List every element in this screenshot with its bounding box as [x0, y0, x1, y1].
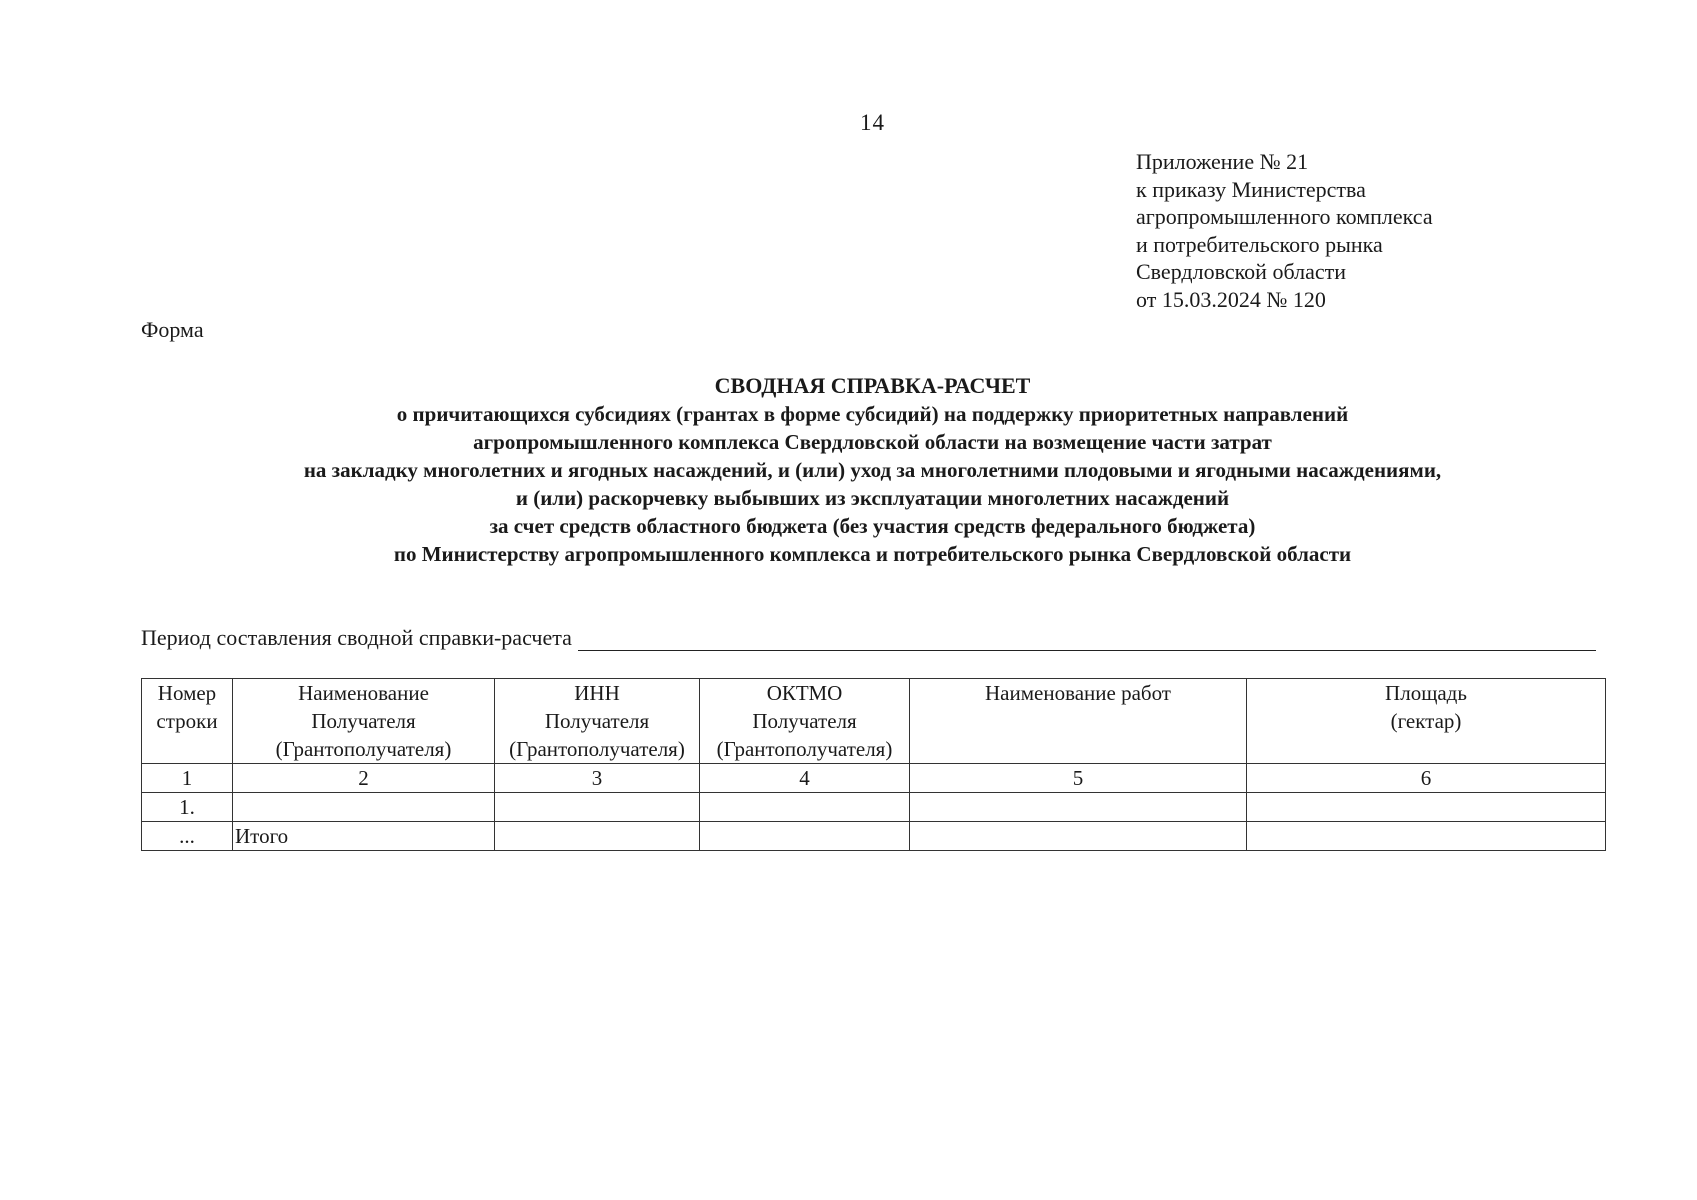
total-label-cell: Итого — [233, 822, 495, 851]
form-label: Форма — [141, 317, 204, 342]
table-cell: 3 — [495, 764, 700, 793]
table-cell[interactable] — [1247, 793, 1606, 822]
title-line: по Министерству агропромышленного комплекса и потребительского рынка Свердловской области — [393, 542, 1352, 566]
table-cell: 2 — [233, 764, 495, 793]
header-oktmo — [700, 679, 910, 764]
period-blank-line[interactable] — [578, 632, 1596, 651]
appendix-line: от 15.03.2024 № 120 — [1136, 286, 1326, 312]
table-cell[interactable] — [1247, 822, 1606, 851]
header-text: Наименование — [298, 681, 429, 705]
header-inn — [495, 679, 700, 764]
header-row-number — [142, 679, 233, 764]
header-text: (гектар) — [1390, 709, 1462, 733]
document-title — [0, 372, 1697, 568]
table-cell[interactable] — [910, 822, 1247, 851]
table-cell[interactable] — [233, 793, 495, 822]
title-line: агропромышленного комплекса Свердловской области на возмещение части затрат — [473, 430, 1272, 454]
header-area — [1247, 679, 1606, 764]
appendix-line: Свердловской области — [1136, 259, 1346, 284]
header-text: Площадь — [1385, 681, 1467, 705]
header-text: Номер — [157, 681, 217, 705]
header-text: Получателя — [311, 709, 416, 733]
table-cell: 5 — [910, 764, 1247, 793]
header-text: строки — [156, 709, 218, 733]
title-line: на закладку многолетних и ягодных насаждений, и (или) уход за многолетними плодовыми и ягодными насаждениями, — [303, 458, 1442, 482]
main-title: СВОДНАЯ СПРАВКА-РАСЧЕТ — [714, 373, 1031, 398]
appendix-line: агропромышленного комплекса — [1136, 204, 1433, 229]
header-text: Получателя — [752, 709, 857, 733]
table-cell: 6 — [1247, 764, 1606, 793]
table-numbering-row — [142, 764, 1606, 793]
header-recipient-name — [233, 679, 495, 764]
header-text: ОКТМО — [766, 681, 843, 705]
table-total-row — [142, 822, 1606, 851]
table-cell[interactable] — [700, 793, 910, 822]
table-cell[interactable] — [700, 822, 910, 851]
page-number: 14 — [860, 110, 885, 135]
table-cell: 4 — [700, 764, 910, 793]
summary-table — [141, 678, 1606, 851]
table-header-row — [142, 679, 1606, 764]
title-line: и (или) раскорчевку выбывших из эксплуатации многолетних насаждений — [515, 486, 1230, 510]
title-line: за счет средств областного бюджета (без участия средств федерального бюджета) — [489, 514, 1256, 538]
header-text: (Грантополучателя) — [509, 737, 685, 761]
appendix-line: Приложение № 21 — [1136, 149, 1309, 174]
table-cell: ... — [142, 822, 233, 851]
title-line: о причитающихся субсидиях (грантах в форме субсидий) на поддержку приоритетных направлений — [396, 402, 1349, 426]
table-cell: 1 — [142, 764, 233, 793]
appendix-reference — [1136, 148, 1433, 313]
period-label: Период составления сводной справки-расчета — [141, 625, 572, 650]
appendix-line: к приказу Министерства — [1136, 176, 1366, 202]
header-work-name — [910, 679, 1247, 764]
header-text: (Грантополучателя) — [275, 737, 452, 761]
table-cell[interactable] — [495, 793, 700, 822]
table-row — [142, 793, 1606, 822]
table-cell: 1. — [142, 793, 233, 822]
table-cell[interactable] — [495, 822, 700, 851]
header-text: Получателя — [544, 709, 650, 733]
header-text: Наименование работ — [985, 681, 1171, 705]
period-field — [141, 625, 1596, 651]
appendix-line: и потребительского рынка — [1136, 231, 1383, 257]
header-text: ИНН — [574, 681, 620, 705]
table-cell[interactable] — [910, 793, 1247, 822]
header-text: (Грантополучателя) — [716, 737, 893, 761]
